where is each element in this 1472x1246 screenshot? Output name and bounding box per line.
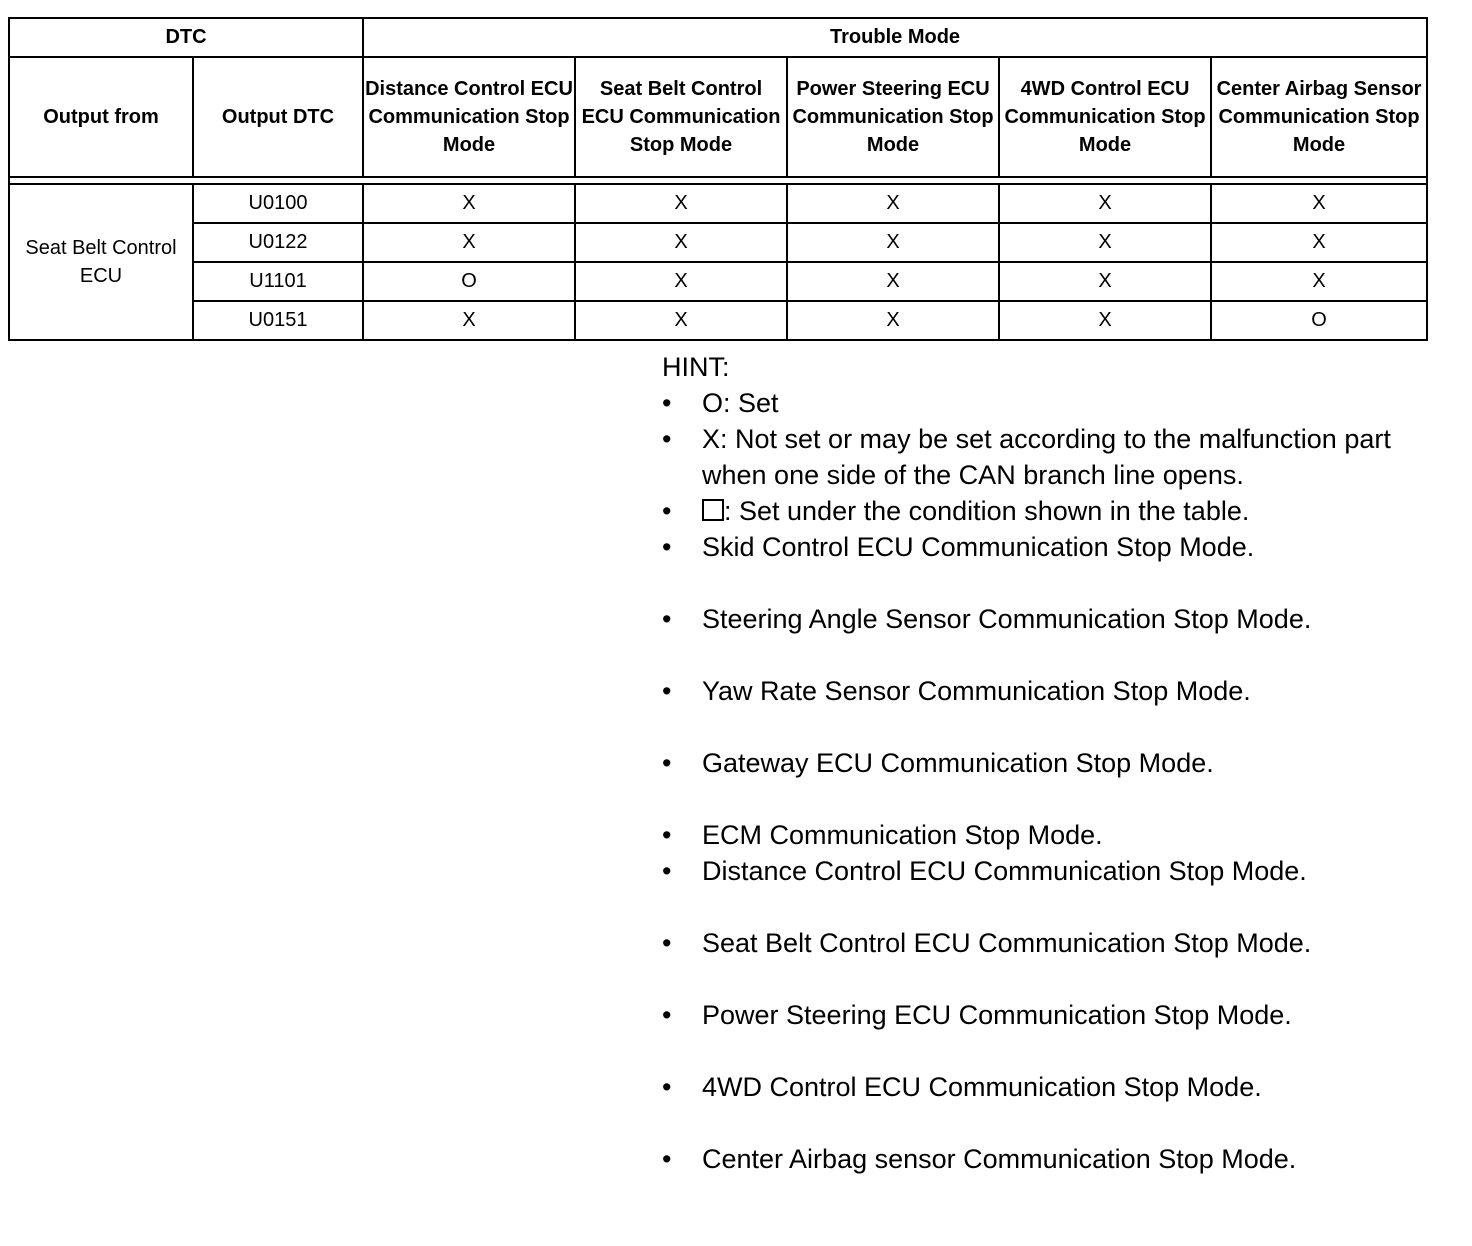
mark-cell: X — [999, 262, 1211, 301]
bullet: • — [662, 388, 672, 418]
mark-cell: X — [575, 262, 787, 301]
mode-header-seat-belt-control: Seat Belt Control ECU Communication Stop Mode — [575, 57, 787, 177]
bullet: • — [662, 1072, 672, 1102]
legend-not-set — [662, 421, 1452, 493]
mode-text: ECM Communication Stop Mode. — [702, 820, 1103, 850]
output-dtc-header: Output DTC — [193, 57, 363, 177]
group-header-row — [9, 18, 1427, 57]
double-rule — [9, 177, 1427, 184]
dtc-group-header: DTC — [9, 18, 363, 57]
mode-header-center-airbag: Center Airbag Sensor Communication Stop Mode — [1211, 57, 1427, 177]
bullet: • — [662, 820, 672, 850]
list-item — [662, 1069, 1452, 1105]
list-item — [662, 673, 1452, 709]
mark-cell: X — [363, 223, 575, 262]
mode-header-4wd-control: 4WD Control ECU Communication Stop Mode — [999, 57, 1211, 177]
mark-cell: X — [575, 184, 787, 223]
column-header-row — [9, 57, 1427, 177]
list-item — [662, 529, 1452, 565]
legend-set — [662, 385, 1452, 421]
bullet: • — [662, 532, 672, 562]
mark-cell: X — [363, 184, 575, 223]
dtc-code-cell: U0151 — [193, 301, 363, 340]
mark-cell: O — [363, 262, 575, 301]
hint-list — [662, 385, 1452, 1177]
dtc-code-cell: U1101 — [193, 262, 363, 301]
mode-header-power-steering: Power Steering ECU Communication Stop Mode — [787, 57, 999, 177]
header-separator — [9, 177, 1427, 184]
hint-title: HINT: — [662, 352, 730, 382]
mode-header-distance-control: Distance Control ECU Communication Stop Mode — [363, 57, 575, 177]
square-symbol-icon — [702, 499, 724, 521]
mode-text: Distance Control ECU Communication Stop Mode. — [702, 856, 1307, 886]
bullet: • — [662, 748, 672, 778]
mark-cell: X — [575, 223, 787, 262]
list-item — [662, 925, 1452, 961]
list-item — [662, 601, 1452, 637]
mode-text: Gateway ECU Communication Stop Mode. — [702, 748, 1214, 778]
mode-text: Steering Angle Sensor Communication Stop Mode. — [702, 604, 1312, 634]
mark-cell: X — [999, 301, 1211, 340]
table-row — [9, 184, 1427, 223]
table-row — [9, 223, 1427, 262]
mark-cell: X — [1211, 262, 1427, 301]
mark-cell: X — [575, 301, 787, 340]
table-row — [9, 262, 1427, 301]
mark-cell: X — [787, 262, 999, 301]
output-from-header: Output from — [9, 57, 193, 177]
list-item — [662, 997, 1452, 1033]
list-item — [662, 745, 1452, 781]
output-from-cell: Seat Belt Control ECU — [9, 184, 193, 340]
mode-text: Skid Control ECU Communication Stop Mode. — [702, 532, 1255, 562]
list-item — [662, 1141, 1452, 1177]
mark-cell: X — [363, 301, 575, 340]
mode-text: 4WD Control ECU Communication Stop Mode. — [702, 1072, 1262, 1102]
mark-cell: X — [1211, 223, 1427, 262]
table-row — [9, 301, 1427, 340]
mark-cell: X — [787, 301, 999, 340]
bullet: • — [662, 928, 672, 958]
bullet: • — [662, 496, 672, 526]
mode-text: Seat Belt Control ECU Communication Stop Mode. — [702, 928, 1312, 958]
mode-text: Power Steering ECU Communication Stop Mode. — [702, 1000, 1292, 1030]
mark-cell: X — [999, 223, 1211, 262]
mode-text: Center Airbag sensor Communication Stop Mode. — [702, 1144, 1297, 1174]
dtc-table — [8, 17, 1428, 341]
mark-cell: O — [1211, 301, 1427, 340]
trouble-mode-group-header: Trouble Mode — [363, 18, 1427, 57]
bullet: • — [662, 424, 672, 454]
mark-cell: X — [999, 184, 1211, 223]
mark-cell: X — [1211, 184, 1427, 223]
mark-cell: X — [787, 223, 999, 262]
legend-conditional-text: : Set under the condition shown in the table. — [724, 496, 1250, 526]
mode-text: Yaw Rate Sensor Communication Stop Mode. — [702, 676, 1251, 706]
legend-not-set-text: X: Not set or may be set according to the malfunction part when one side of the CAN branch line opens. — [702, 424, 1391, 490]
legend-set-text: O: Set — [702, 388, 779, 418]
list-item — [662, 817, 1452, 853]
hint-section — [662, 349, 1452, 1177]
list-item — [662, 853, 1452, 889]
bullet: • — [662, 604, 672, 634]
dtc-code-cell: U0100 — [193, 184, 363, 223]
bullet: • — [662, 1000, 672, 1030]
dtc-code-cell: U0122 — [193, 223, 363, 262]
bullet: • — [662, 676, 672, 706]
mark-cell: X — [787, 184, 999, 223]
bullet: • — [662, 856, 672, 886]
legend-conditional — [662, 493, 1452, 529]
bullet: • — [662, 1144, 672, 1174]
